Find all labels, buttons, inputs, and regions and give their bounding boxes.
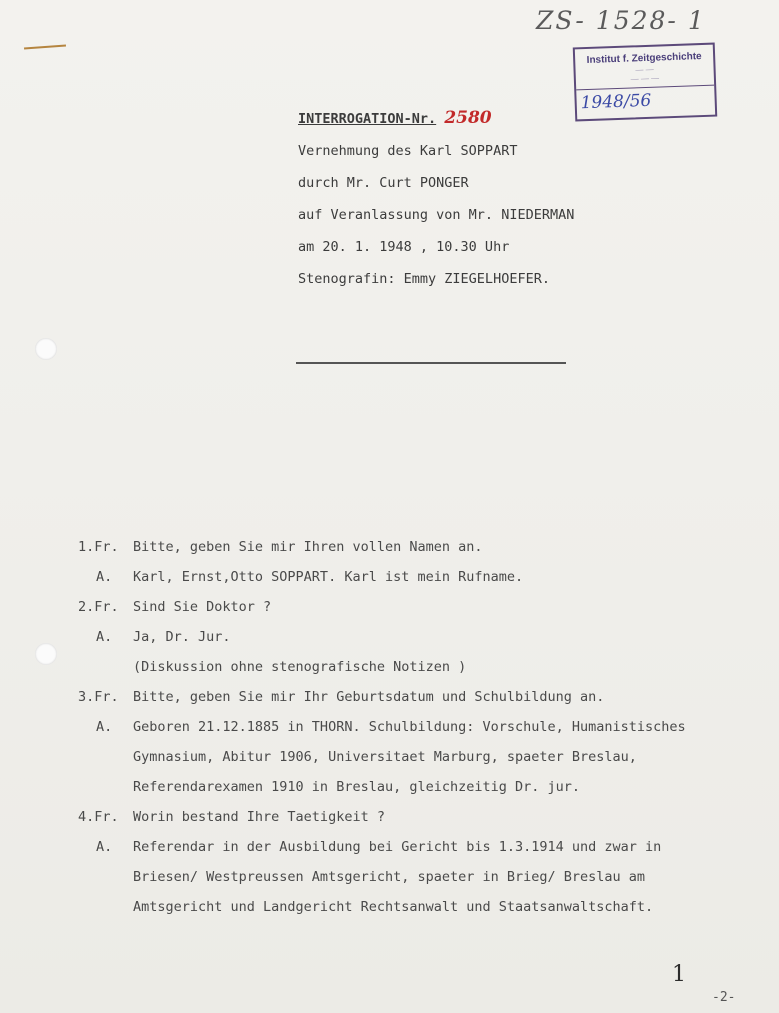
stamp-divider [576, 85, 714, 91]
margin-mark [24, 45, 66, 50]
question-label: 2.Fr. [78, 599, 119, 615]
header-line: Vernehmung des Karl SOPPART [298, 143, 518, 159]
question-label: 1.Fr. [78, 539, 119, 555]
answer-label: A. [96, 719, 113, 735]
question-text: Sind Sie Doktor ? [133, 599, 272, 615]
answer-text: Referendarexamen 1910 in Breslau, gleichzeitig Dr. jur. [133, 779, 581, 795]
question-label: 4.Fr. [78, 809, 119, 825]
header-line: durch Mr. Curt PONGER [298, 175, 469, 191]
answer-text: Amtsgericht und Landgericht Rechtsanwalt und Staatsanwaltschaft. [133, 899, 654, 915]
stamp-number: 1948/56 [580, 90, 652, 114]
question-label: 3.Fr. [78, 689, 119, 705]
next-page-marker: -2- [712, 990, 736, 1005]
archive-stamp [573, 43, 717, 122]
interrogation-title: INTERROGATION-Nr. [298, 111, 437, 127]
title-line [298, 102, 574, 135]
archive-reference: ZS- 1528- 1 [536, 6, 706, 35]
answer-text: Ja, Dr. Jur. [133, 629, 231, 645]
answer-label: A. [96, 629, 113, 645]
punch-hole [35, 338, 57, 360]
stamp-faded-line: — — [635, 64, 654, 75]
question-text: Worin bestand Ihre Taetigkeit ? [133, 809, 385, 825]
interrogation-number: 2580 [444, 108, 492, 128]
answer-text: Briesen/ Westpreussen Amtsgericht, spaeter in Brieg/ Breslau am [133, 869, 646, 885]
stamp-institute: Institut f. Zeitgeschichte [586, 51, 702, 67]
header-line: Stenografin: Emmy ZIEGELHOEFER. [298, 271, 550, 287]
answer-text: Geboren 21.12.1885 in THORN. Schulbildung: Vorschule, Humanistisches [133, 719, 686, 735]
page-number: 1 [672, 962, 686, 987]
question-text: Bitte, geben Sie mir Ihr Geburtsdatum und Schulbildung an. [133, 689, 605, 705]
answer-text: Gymnasium, Abitur 1906, Universitaet Marburg, spaeter Breslau, [133, 749, 637, 765]
question-text: Bitte, geben Sie mir Ihren vollen Namen an. [133, 539, 483, 555]
answer-text: Karl, Ernst,Otto SOPPART. Karl ist mein Rufname. [133, 569, 524, 585]
header-divider [296, 362, 566, 364]
answer-text: Referendar in der Ausbildung bei Gericht bis 1.3.1914 und zwar in [133, 839, 662, 855]
answer-label: A. [96, 569, 113, 585]
header-line: auf Veranlassung von Mr. NIEDERMAN [298, 207, 575, 223]
header-line: am 20. 1. 1948 , 10.30 Uhr [298, 239, 510, 255]
stamp-faded-line: — — — [630, 73, 660, 84]
note-text: (Diskussion ohne stenografische Notizen ) [133, 659, 467, 675]
interrogation-header [298, 102, 574, 295]
answer-label: A. [96, 839, 113, 855]
punch-hole [35, 643, 57, 665]
